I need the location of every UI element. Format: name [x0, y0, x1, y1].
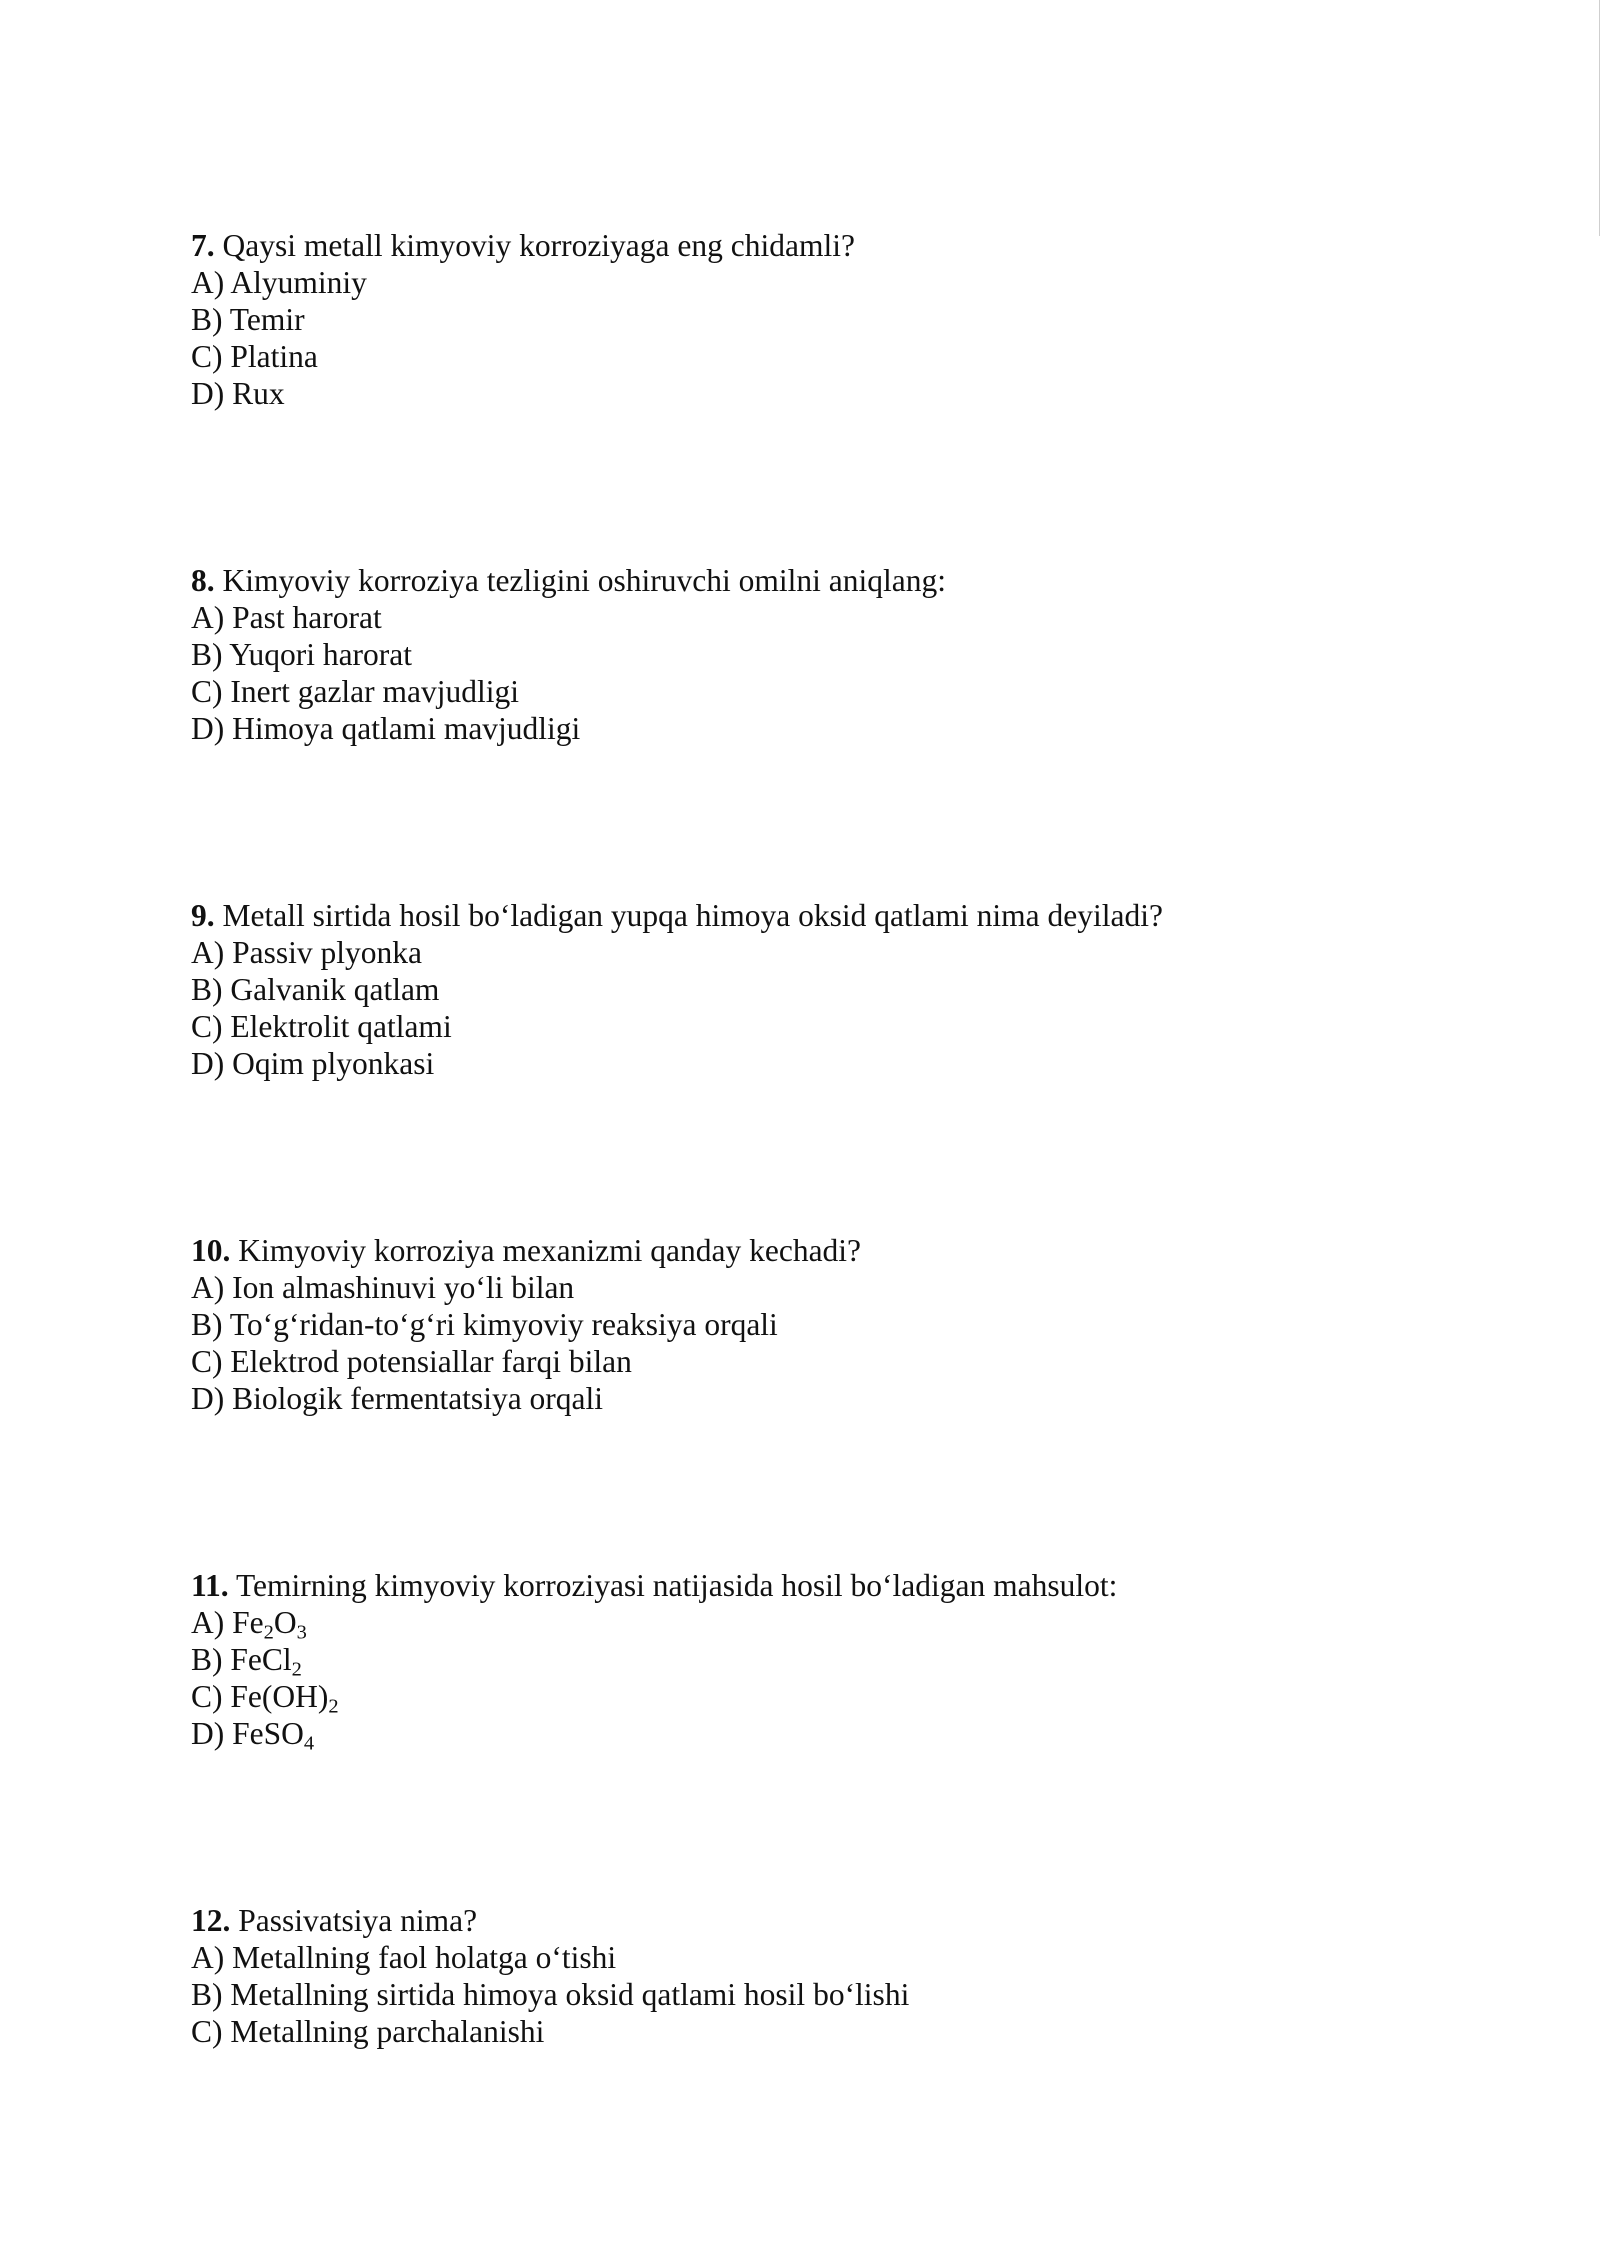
question-text: Kimyoviy korroziya mexanizmi qanday kechadi?: [238, 1233, 862, 1268]
answer-option-a: A) $Fe_2O_3$: [191, 1605, 307, 1644]
formula-fecl2: FeCl$_2$: [230, 1642, 302, 1681]
answer-option-d: D) Rux: [191, 376, 285, 411]
question-12: [191, 1902, 1471, 2050]
answer-option-c: C) Platina: [191, 339, 318, 374]
formula-fe2o3: $Fe_2O_3$: [232, 1605, 307, 1644]
answer-option-b: B) Galvanik qatlam: [191, 972, 440, 1007]
question-number: 8.: [191, 563, 215, 598]
question-number: 9.: [191, 898, 215, 933]
answer-option-b: B) Temir: [191, 302, 305, 337]
question-text: Passivatsiya nima?: [238, 1903, 478, 1938]
answer-option-c: C) Elektrolit qatlami: [191, 1009, 452, 1044]
question-number: 7.: [191, 228, 215, 263]
question-text: Temirning kimyoviy korroziyasi natijasida hosil bo‘ladigan mahsulot:: [235, 1568, 1118, 1603]
answer-option-d: D) Biologik fermentatsiya orqali: [191, 1381, 604, 1416]
question-7: [191, 227, 1471, 412]
question-8: [191, 562, 1471, 747]
question-number: 11.: [191, 1568, 229, 1603]
question-stem: [191, 1232, 1471, 1269]
answer-option-d: D) FeSO$_4$: [191, 1716, 315, 1755]
answer-option-c: C) Metallning parchalanishi: [191, 2014, 545, 2049]
question-9: [191, 897, 1471, 1082]
question-text: Qaysi metall kimyoviy korroziyaga eng chidamli?: [222, 228, 855, 263]
question-stem: [191, 227, 1471, 264]
answer-option-a: A) Passiv plyonka: [191, 935, 422, 970]
answer-option-a: A) Ion almashinuvi yo‘li bilan: [191, 1270, 575, 1305]
question-11: [191, 1567, 1471, 1755]
answer-option-b: B) FeCl$_2$: [191, 1642, 302, 1681]
question-number: 12.: [191, 1903, 231, 1938]
answer-option-d: D) Oqim plyonkasi: [191, 1046, 435, 1081]
answer-option-c: C) Inert gazlar mavjudligi: [191, 674, 520, 709]
answer-option-d: D) Himoya qatlami mavjudligi: [191, 711, 581, 746]
answer-option-b: B) Yuqori harorat: [191, 637, 413, 672]
formula-feso4: FeSO$_4$: [232, 1716, 315, 1755]
answer-option-a: A) Past harorat: [191, 600, 382, 635]
question-stem: [191, 562, 1471, 599]
answer-option-b: B) To‘g‘ridan-to‘g‘ri kimyoviy reaksiya orqali: [191, 1307, 778, 1342]
question-number: 10.: [191, 1233, 231, 1268]
question-stem: [191, 1902, 1471, 1939]
question-text: Kimyoviy korroziya tezligini oshiruvchi omilni aniqlang:: [222, 563, 947, 598]
answer-option-c: C) Elektrod potensiallar farqi bilan: [191, 1344, 632, 1379]
formula-feoh2: $Fe(OH)_2$: [230, 1679, 339, 1718]
question-10: [191, 1232, 1471, 1417]
answer-option-a: A) Alyuminiy: [191, 265, 367, 300]
answer-option-a: A) Metallning faol holatga o‘tishi: [191, 1940, 617, 1975]
answer-option-c: C) $Fe(OH)_2$: [191, 1679, 339, 1718]
question-text: Metall sirtida hosil bo‘ladigan yupqa himoya oksid qatlami nima deyiladi?: [222, 898, 1163, 933]
question-stem: [191, 1567, 1471, 1604]
answer-option-b: B) Metallning sirtida himoya oksid qatlami hosil bo‘lishi: [191, 1977, 910, 2012]
question-stem: [191, 897, 1471, 934]
